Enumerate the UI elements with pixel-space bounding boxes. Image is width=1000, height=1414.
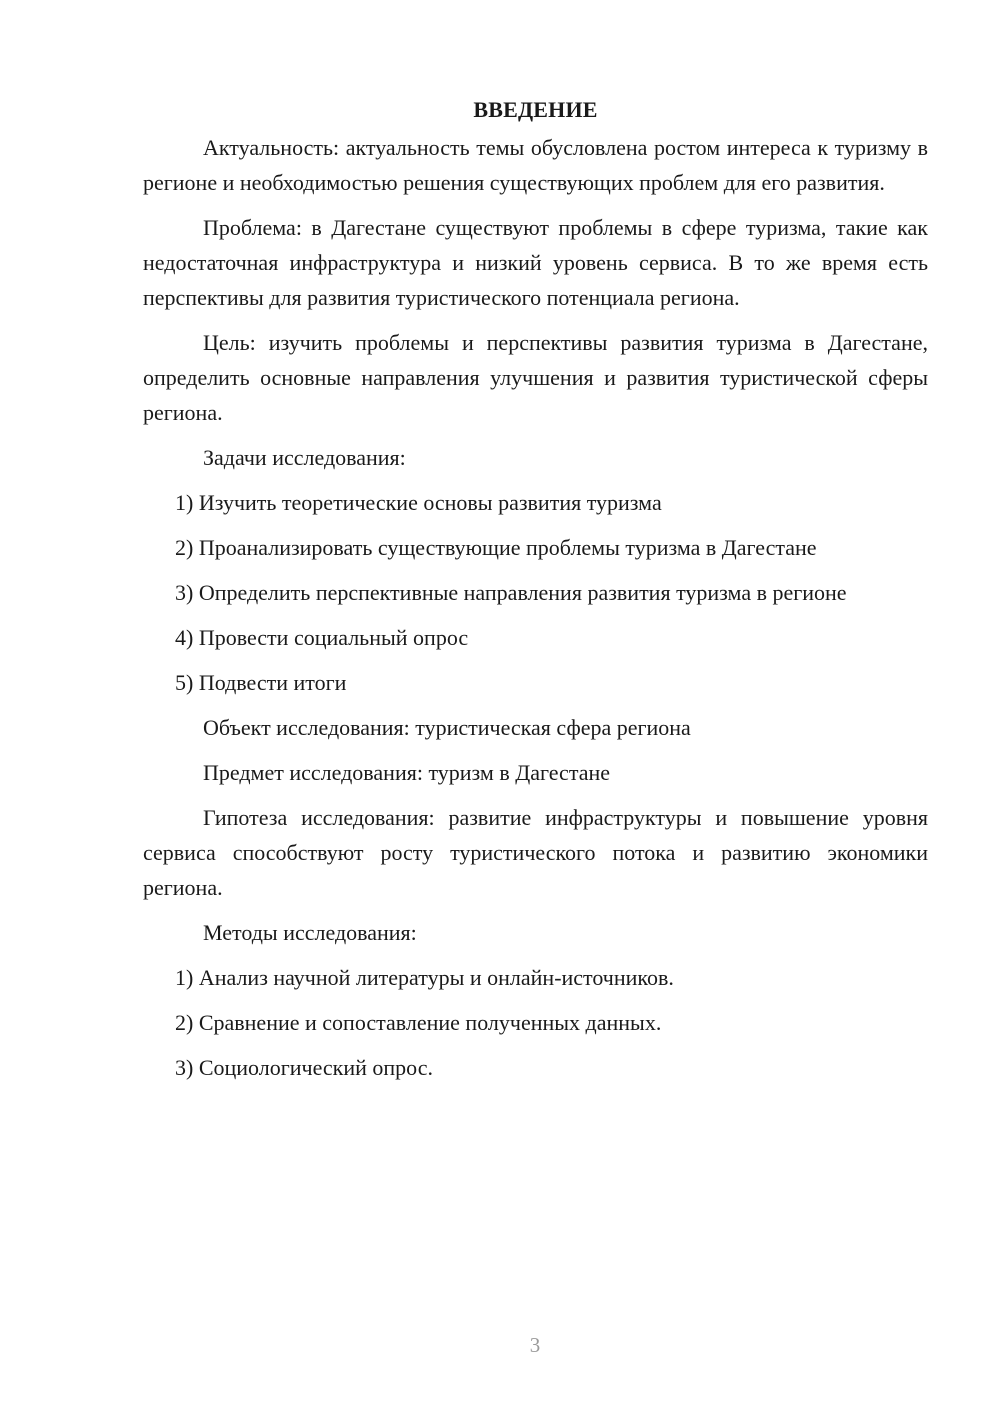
relevance-paragraph: Актуальность: актуальность темы обусловлена ростом интереса к туризму в регионе и необходимостью решения существующих проблем для его развития. (143, 135, 928, 195)
object-line: Объект исследования: туристическая сфера региона (203, 715, 691, 740)
task-item: 2) Проанализировать существующие проблемы туризма в Дагестане (175, 535, 817, 560)
goal-paragraph: Цель: изучить проблемы и перспективы развития туризма в Дагестане, определить основные направления улучшения и развития туристической сферы региона. (143, 330, 928, 425)
task-item: 5) Подвести итоги (175, 670, 347, 695)
section-title: ВВЕДЕНИЕ (473, 97, 598, 122)
document-body (143, 92, 928, 1095)
subject-line: Предмет исследования: туризм в Дагестане (203, 760, 610, 785)
method-item: 2) Сравнение и сопоставление полученных данных. (175, 1010, 662, 1035)
task-item: 4) Провести социальный опрос (175, 625, 469, 650)
task-item: 1) Изучить теоретические основы развития туризма (175, 490, 662, 515)
tasks-heading: Задачи исследования: (203, 445, 406, 470)
task-item: 3) Определить перспективные направления развития туризма в регионе (175, 580, 847, 605)
method-item: 3) Социологический опрос. (175, 1055, 433, 1080)
methods-heading: Методы исследования: (203, 920, 417, 945)
hypothesis-paragraph: Гипотеза исследования: развитие инфраструктуры и повышение уровня сервиса способствуют росту туристического потока и развитию экономики региона. (143, 805, 928, 900)
problem-paragraph: Проблема: в Дагестане существуют проблемы в сфере туризма, такие как недостаточная инфраструктура и низкий уровень сервиса. В то же время есть перспективы для развития туристического потенциала региона. (143, 215, 928, 310)
method-item: 1) Анализ научной литературы и онлайн-источников. (175, 965, 674, 990)
page-number: 3 (529, 1333, 541, 1357)
